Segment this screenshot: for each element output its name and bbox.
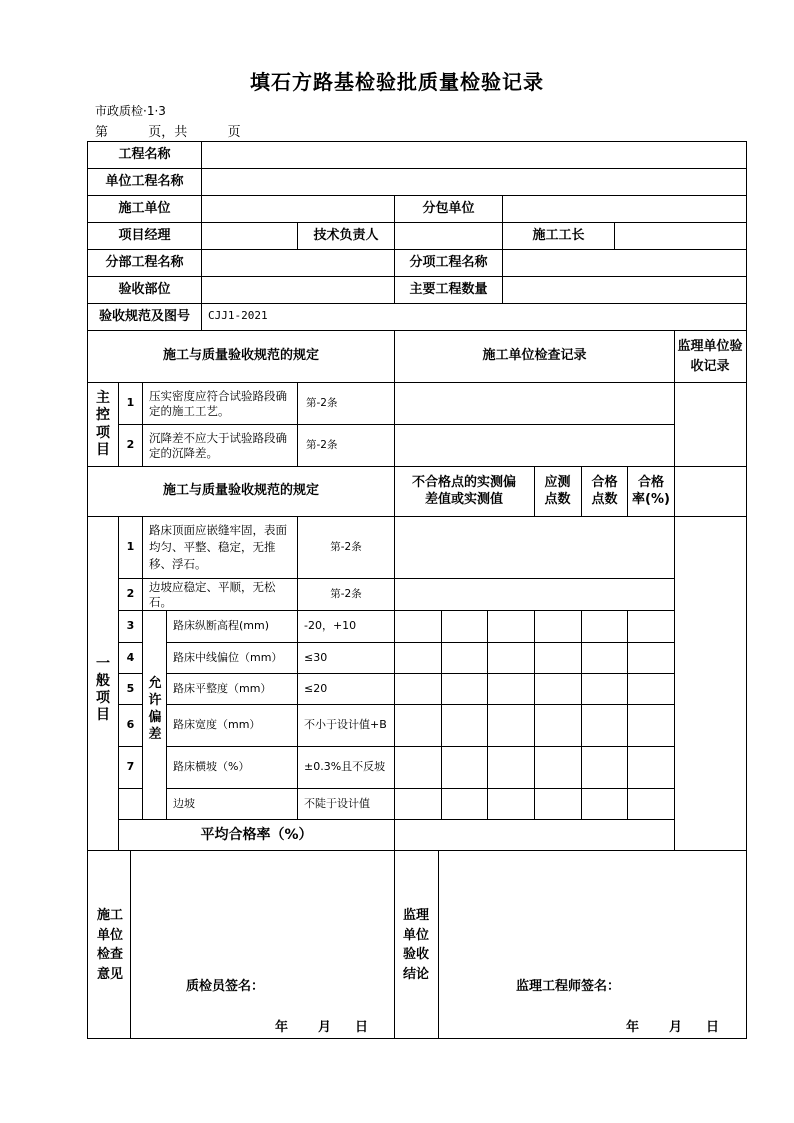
main-item-ref: 第-2条 bbox=[306, 438, 338, 451]
main-group-label: 主控项目 bbox=[96, 390, 110, 458]
date-day: 日 bbox=[355, 1019, 369, 1035]
tolerance-item-value: 不陡于设计值 bbox=[304, 796, 370, 810]
main-item-ref: 第-2条 bbox=[306, 396, 338, 409]
tolerance-item-value: 不小于设计值+B bbox=[304, 718, 387, 732]
spec-value: CJJ1-2021 bbox=[208, 308, 268, 322]
inspector-sign-label: 质检员签名： bbox=[186, 978, 265, 994]
tolerance-item-value: -20，+10 bbox=[304, 619, 357, 633]
main-item-text: 沉降差不应大于试验路段确定的沉降差。 bbox=[149, 430, 287, 460]
tolerance-item-name: 路床平整度（mm） bbox=[173, 681, 272, 695]
main-item-no: 1 bbox=[126, 396, 135, 410]
sub-project-label: 分部工程名称 bbox=[105, 254, 184, 270]
general-item-text: 路床顶面应嵌缝牢固，表面均匀、平整、稳定，无推移、浮石。 bbox=[149, 523, 287, 571]
contractor-date bbox=[272, 1017, 392, 1039]
supervisor-conclusion-label: 监理单位验收结论 bbox=[402, 908, 429, 982]
general-col-rules: 施工与质量验收规范的规定 bbox=[162, 483, 319, 499]
tolerance-item-no: 7 bbox=[126, 760, 135, 774]
subcontractor-label: 分包单位 bbox=[422, 200, 475, 216]
main-item-text: 压实密度应符合试验路段确定的施工工艺。 bbox=[149, 388, 287, 418]
main-col-contractor-check: 施工单位检查记录 bbox=[482, 348, 587, 364]
tolerance-item-no: 6 bbox=[126, 718, 135, 732]
tolerance-item-no: 5 bbox=[126, 681, 135, 695]
form-code: 市政质检·1·3 bbox=[95, 104, 166, 118]
general-item-no: 2 bbox=[126, 587, 135, 601]
tolerance-item-name: 路床横坡（%） bbox=[173, 760, 250, 774]
form-title: 填石方路基检验批质量检验记录 bbox=[250, 70, 544, 94]
page-no-mid: 页，共 bbox=[148, 125, 188, 140]
inspection-area-label: 验收部位 bbox=[118, 281, 171, 297]
tolerance-item-no bbox=[119, 789, 142, 819]
item-project-label: 分项工程名称 bbox=[409, 254, 488, 270]
page-number bbox=[95, 121, 241, 140]
avg-rate-label: 平均合格率（%） bbox=[200, 826, 313, 843]
general-item-no: 1 bbox=[126, 540, 135, 554]
date-month: 月 bbox=[669, 1019, 683, 1035]
tolerance-item-name: 路床宽度（mm） bbox=[173, 718, 261, 732]
date-month: 月 bbox=[318, 1019, 332, 1035]
tolerance-item-name: 边坡 bbox=[173, 796, 195, 810]
date-year: 年 bbox=[275, 1019, 289, 1035]
page-no-suffix: 页 bbox=[227, 125, 241, 140]
tolerance-label: 允许偏差 bbox=[148, 676, 162, 742]
tolerance-item-value: ≤30 bbox=[304, 650, 328, 664]
general-item-text: 边坡应稳定、平顺，无松石。 bbox=[149, 579, 276, 609]
project-manager-label: 项目经理 bbox=[118, 227, 171, 243]
contractor-opinion-label: 施工单位检查意见 bbox=[96, 908, 123, 982]
tolerance-item-name: 路床纵断高程(mm) bbox=[173, 619, 270, 633]
general-col-measured: 不合格点的实测偏差值或实测值 bbox=[411, 474, 516, 507]
tolerance-item-no: 3 bbox=[126, 619, 135, 633]
supervisor-sign-label: 监理工程师签名： bbox=[516, 978, 621, 994]
spec-label: 验收规范及图号 bbox=[98, 308, 190, 324]
main-quantity-label: 主要工程数量 bbox=[409, 281, 488, 297]
general-col-points: 应测点数 bbox=[544, 474, 571, 507]
supervisor-date bbox=[623, 1017, 743, 1039]
general-col-pass-points: 合格点数 bbox=[591, 474, 618, 507]
technical-lead-label: 技术负责人 bbox=[313, 227, 379, 243]
main-col-supervisor: 监理单位验收记录 bbox=[677, 339, 743, 374]
tolerance-item-no: 4 bbox=[126, 650, 135, 664]
main-col-rules: 施工与质量验收规范的规定 bbox=[162, 348, 319, 364]
foreman-label: 施工工长 bbox=[532, 227, 585, 243]
general-item-ref: 第-2条 bbox=[330, 540, 362, 553]
tolerance-item-name: 路床中线偏位（mm） bbox=[173, 650, 283, 664]
tolerance-item-value: ≤20 bbox=[304, 681, 328, 695]
general-col-rate: 合格率(%) bbox=[632, 474, 670, 507]
page-no-prefix: 第 bbox=[95, 125, 109, 140]
main-item-no: 2 bbox=[126, 438, 135, 452]
date-day: 日 bbox=[706, 1019, 720, 1035]
general-item-ref: 第-2条 bbox=[330, 587, 362, 600]
project-name-label: 工程名称 bbox=[118, 146, 171, 162]
contractor-label: 施工单位 bbox=[118, 200, 171, 216]
tolerance-item-value: ±0.3%且不反坡 bbox=[304, 760, 386, 774]
unit-project-label: 单位工程名称 bbox=[105, 173, 184, 189]
general-group-label: 一般项目 bbox=[96, 655, 110, 724]
date-year: 年 bbox=[626, 1019, 640, 1035]
